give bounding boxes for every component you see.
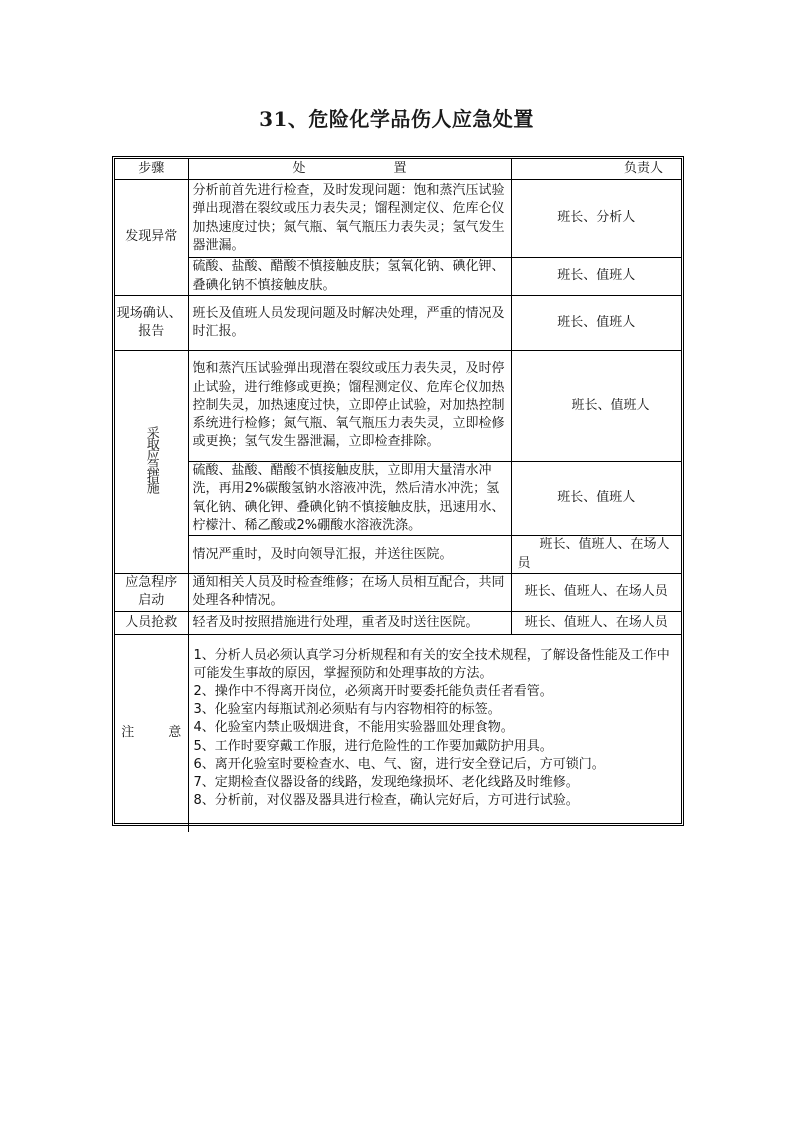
step-confirm-line2: 报告 — [138, 324, 165, 339]
step-notes-left: 注 — [121, 725, 135, 741]
table-row — [115, 351, 681, 462]
table-row-notes — [115, 634, 681, 832]
note-item: 3、化验室内每瓶试剂必须贴有与内容物相符的标签。 — [193, 702, 501, 718]
owner-cell: 班长、值班人 — [511, 351, 681, 462]
step-notes-right: 意 — [168, 725, 182, 741]
action-cell: 班长及值班人员发现问题及时解决处理，严重的情况及时汇报。 — [188, 296, 511, 351]
table-header-row — [115, 159, 681, 180]
emergency-procedure-table — [112, 156, 684, 826]
table-row — [115, 258, 681, 296]
note-item: 6、离开化验室时要检查水、电、气、窗，进行安全登记后，方可锁门。 — [193, 756, 605, 772]
table-row — [115, 462, 681, 536]
owner-cell: 班长、分析人 — [511, 180, 681, 258]
owner-cell: 班长、值班人 — [511, 296, 681, 351]
note-item: 2、操作中不得离开岗位，必须离开时要委托能负责任者看管。 — [193, 684, 553, 700]
step-rescue: 人员抢救 — [115, 611, 188, 634]
header-step: 步骤 — [115, 159, 188, 180]
step-startup — [115, 574, 188, 612]
owner-cell: 班长、值班人 — [511, 462, 681, 536]
header-action-right: 置 — [393, 160, 407, 176]
step-discover: 发现异常 — [115, 180, 188, 296]
step-confirm-line1: 现场确认、 — [116, 305, 182, 321]
document-title: 31、危险化学品伤人应急处置 — [259, 107, 534, 131]
step-notes — [115, 634, 188, 832]
note-item: 8、分析前，对仪器及器具进行检查，确认完好后，方可进行试验。 — [193, 793, 579, 809]
owner-cell — [511, 536, 681, 574]
action-cell: 轻者及时按照措施进行处理，重者及时送往医院。 — [188, 611, 511, 634]
table-row — [115, 180, 681, 258]
action-cell: 饱和蒸汽压试验弹出现潜在裂纹或压力表失灵，及时停止试验，进行维修或更换；馏程测定仪、危库仑仪加热控制失灵，加热速度过快，立即停止试验，对加热控制系统进行检修；氮气瓶、氧气瓶压力表失灵，立即检修或更换；氢气发生器泄漏，立即检查排除。 — [188, 351, 511, 462]
note-item: 1、分析人员必须认真学习分析规程和有关的安全技术规程，了解设备性能及工作中可能发生事故的原因，掌握预防和处理事故的方法。 — [193, 647, 670, 681]
owner-line1: 班长、值班人、在场人 — [539, 537, 670, 553]
action-cell: 通知相关人员及时检查维修；在场人员相互配合，共同处理各种情况。 — [188, 574, 511, 612]
step-measures — [115, 351, 188, 574]
owner-cell: 班长、值班人、在场人员 — [511, 574, 681, 612]
action-cell: 分析前首先进行检查，及时发现问题：饱和蒸汽压试验弹出现潜在裂纹或压力表失灵；馏程测定仪、危库仑仪加热速度过快；氮气瓶、氧气瓶压力表失灵；氢气发生器泄漏。 — [188, 180, 511, 258]
action-cell: 硫酸、盐酸、醋酸不慎接触皮肤，立即用大量清水冲洗，再用2%碳酸氢钠水溶液冲洗，然后清水冲洗；氢氧化钠、碘化钾、叠碘化钠不慎接触皮肤，迅速用水、柠檬汁、稀乙酸或2%硼酸水溶液洗涤。 — [188, 462, 511, 536]
owner-cell: 班长、值班人、在场人员 — [511, 611, 681, 634]
notes-cell — [188, 634, 681, 832]
note-item: 5、工作时要穿戴工作服，进行危险性的工作要加戴防护用具。 — [193, 738, 553, 754]
header-action — [188, 159, 511, 180]
step-startup-line2: 启动 — [138, 593, 165, 609]
table-row — [115, 296, 681, 351]
header-owner: 负责人 — [511, 159, 681, 180]
table-row — [115, 611, 681, 634]
step-confirm — [115, 296, 188, 351]
note-item: 7、定期检查仪器设备的线路，发现绝缘损坏、老化线路及时维修。 — [193, 775, 579, 791]
owner-cell: 班长、值班人 — [511, 258, 681, 296]
owner-line2: 员 — [517, 555, 531, 571]
action-cell: 情况严重时，及时向领导汇报，并送往医院。 — [188, 536, 511, 574]
step-measures-label: 采取应急措施 — [143, 425, 159, 492]
table-row — [115, 574, 681, 612]
action-cell: 硫酸、盐酸、醋酸不慎接触皮肤；氢氧化钠、碘化钾、叠碘化钠不慎接触皮肤。 — [188, 258, 511, 296]
step-startup-line1: 应急程序 — [125, 575, 178, 591]
table-row — [115, 536, 681, 574]
note-item: 4、化验室内禁止吸烟进食，不能用实验器皿处理食物。 — [193, 720, 514, 736]
header-action-left: 处 — [292, 160, 306, 176]
